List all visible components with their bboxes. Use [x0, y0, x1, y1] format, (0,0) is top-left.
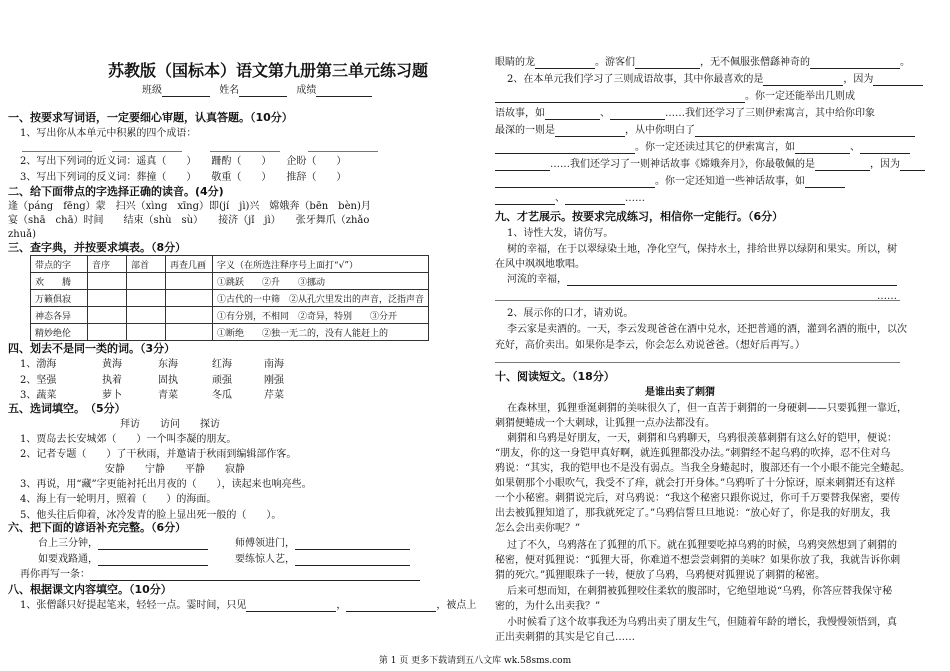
- page-footer: 第 1 页 更多下载请到五八文库 wk.58sms.com: [378, 656, 572, 666]
- name-label: 姓名: [219, 85, 240, 96]
- table-cell-blank[interactable]: [166, 290, 213, 307]
- score-label: 成绩: [296, 85, 317, 96]
- class-label: 班级: [142, 85, 162, 96]
- section-3-heading: 三、查字典，并按要求填表。（8分）: [8, 241, 187, 254]
- story-line: 鸦说：“其实，我的铠甲也不是没有弱点。当我全身蜷起时，腹部还有一个小眼不能完全蜷起。: [495, 463, 911, 474]
- s8-blank[interactable]: [815, 160, 870, 171]
- word-choice[interactable]: 2、坚强: [20, 375, 57, 386]
- s8-continue-9: 、 ……: [495, 192, 645, 205]
- s8-blank[interactable]: [860, 143, 910, 154]
- section-5-heading: 五、选词填空。 （5分）: [8, 402, 126, 415]
- word-choice[interactable]: 黄海: [102, 359, 122, 370]
- table-row: [31, 290, 429, 307]
- s8-continue-1: 眼睛的龙 。游客们 ，无不佩服张僧繇神奇的 。: [495, 57, 910, 68]
- proverb-4: 要练惊人艺，: [235, 553, 410, 566]
- s5-word-group-2: 安静 宁静 平静 寂静: [105, 464, 245, 475]
- word-choice[interactable]: 3、蔬菜: [20, 390, 57, 401]
- s8-continue-8: 。你一定还知道一些神话故事，如: [495, 175, 845, 188]
- table-cell-blank[interactable]: [88, 290, 127, 307]
- story-line: “朋友，你的这一身铠甲真好啊，就连狐狸都没办法。”刺猬经不起乌鸦的吹捧，忍不住对乌: [495, 448, 891, 459]
- story-line: 密的，为什么出卖我？”: [495, 601, 601, 612]
- table-row: [31, 324, 429, 341]
- table-cell-word: 精妙绝伦: [31, 324, 88, 341]
- s8-blank[interactable]: [555, 126, 625, 137]
- story-line: 一个小秘密。刺猬说完后，对乌鸦说：“我这个秘密只跟你说过，你可千万要替我保密，要传: [495, 493, 901, 504]
- page-title: 苏教版（国标本）语文第九册第三单元练习题: [108, 61, 429, 80]
- word-choice[interactable]: 1、渤海: [20, 359, 57, 370]
- proverb-blank[interactable]: [98, 539, 208, 550]
- s8-blank[interactable]: [635, 58, 700, 69]
- story-line: 刺猬和乌鸦是好朋友，一天，刺猬和乌鸦聊天，乌鸦很羡慕刺猬有这么好的铠甲，便说：: [507, 433, 897, 444]
- student-info: [142, 84, 372, 97]
- table-cell-meaning[interactable]: ①跳跃 ②升 ③挪动: [213, 273, 429, 290]
- proverb-1: 台上三分钟，: [38, 537, 208, 550]
- s1-answer-line-1[interactable]: [22, 151, 92, 152]
- story-line: 在森林里，狐狸垂涎刺猬的美味很久了，但一直苦于刺猬的一身硬刺——只要狐狸一靠近，: [507, 403, 907, 414]
- table-cell-word: 欢 腾: [31, 273, 88, 290]
- section-2-heading: 二、给下面带点的字选择正确的读音。(4分): [8, 185, 224, 198]
- s8-blank[interactable]: [495, 160, 550, 171]
- name-field[interactable]: [239, 86, 287, 97]
- s8-blank[interactable]: [795, 143, 850, 154]
- section-10-heading: 十、阅读短文。（18分）: [495, 370, 615, 383]
- s8-blank[interactable]: [495, 92, 745, 103]
- s9-p3: 河流的幸福，: [507, 273, 897, 286]
- table-header: 带点的字: [31, 256, 88, 273]
- word-choice[interactable]: 固执: [158, 375, 178, 386]
- story-line: 出去被狐狸知道了，那我就死定了。”乌鸦信誓旦旦地说：“放心好了，你是我的好朋友，我: [495, 508, 891, 519]
- table-header: 再查几画: [166, 256, 213, 273]
- s8-blank[interactable]: [346, 601, 436, 612]
- s5-q5: 5、他头往后仰着，冰冷发青的脸上显出死一般的（ ）。: [20, 510, 282, 521]
- table-cell-meaning[interactable]: ①古代的一中筛 ②从孔穴里发出的声音，泛指声音: [213, 290, 429, 307]
- table-header-row: [31, 256, 429, 273]
- table-cell-blank[interactable]: [88, 273, 127, 290]
- word-choice[interactable]: 东海: [158, 359, 178, 370]
- word-choice[interactable]: 冬瓜: [212, 390, 232, 401]
- s8-blank[interactable]: [545, 109, 600, 120]
- s8-blank[interactable]: [805, 177, 845, 188]
- s1-answer-line-4[interactable]: [308, 151, 378, 152]
- s8-continue-5: 最深的一则是 ，从中你明白了: [495, 124, 915, 137]
- word-choice[interactable]: 南海: [264, 359, 284, 370]
- s8-q1: 1、张僧繇只好提起笔来，轻轻一点。霎时间，只见 ， ，被点上: [20, 600, 477, 611]
- table-cell-meaning[interactable]: ①断绝 ②独一无二的，没有人能赶上的: [213, 324, 429, 341]
- section-9-heading: 九、才艺展示。按要求完成练习，相信你一定能行。（6分）: [495, 210, 784, 223]
- s8-continue-7: ……我们还学习了一则神话故事《嫦娥奔月》，你最敬佩的是 ，因为: [495, 158, 925, 171]
- s1-q3: 3、写出下列词的反义词：葬撞（ ） 敬重（ ） 推辞（ ）: [20, 172, 347, 183]
- table-cell-blank[interactable]: [127, 324, 166, 341]
- word-choice[interactable]: 执着: [102, 375, 122, 386]
- s1-answer-line-3[interactable]: [210, 151, 280, 152]
- table-cell-blank[interactable]: [88, 307, 127, 324]
- word-choice[interactable]: 芹菜: [264, 390, 284, 401]
- table-header: 部首: [127, 256, 166, 273]
- story-line: 过了不久，乌鸦落在了狐狸的爪下。就在狐狸要吃掉乌鸦的时候，乌鸦突然想到了刺猬的: [507, 540, 897, 551]
- s8-blank[interactable]: [495, 143, 635, 154]
- s8-blank[interactable]: [246, 601, 336, 612]
- s9-ellipsis: ……: [877, 291, 897, 302]
- s1-q2: 2、写出下列词的近义词：遥真（ ） 跚酌（ ） 企盼（ ）: [20, 156, 347, 167]
- s9-p1: 树的幸福，在于以翠绿染土地，净化空气，保持水土，排给世界以绿阴和果实。所以，树: [507, 244, 897, 255]
- dictionary-table: [30, 255, 429, 341]
- s9-p5: 充好，高价卖出。如果你是李云，你会怎么劝说爸爸。（想好后再写。）: [495, 340, 805, 351]
- story-line: 后来可想而知，在刺猬被狐狸咬住柔软的腹部时，它绝望地说“乌鸦，你答应替我保守秘: [507, 586, 893, 597]
- s9-p4: 李云家是卖酒的。一天，李云发现爸爸在酒中兑水，还把普通的酒，灌到名酒的瓶中，以次: [507, 324, 907, 335]
- word-choice[interactable]: 顽强: [212, 375, 232, 386]
- section-1-heading: 一、按要求写词语，一定要细心审题，认真答题。（10分）: [8, 111, 293, 124]
- s8-continue-2: 2、在本单元我们学习了三则成语故事，其中你最喜欢的是 ，因为: [507, 73, 923, 86]
- proverb-blank[interactable]: [90, 570, 420, 581]
- proverb-3: 如要戏路通，: [38, 553, 208, 566]
- s9-answer-line[interactable]: [495, 362, 900, 363]
- story-line: 刺猬便蜷成一个大刺球，让狐狸一点办法都没有。: [495, 418, 715, 429]
- section-6-heading: 六、把下面的谚语补充完整。（6分）: [8, 521, 187, 534]
- table-row: [31, 273, 429, 290]
- section-4-heading: 四、划去不是同一类的词。（3分）: [8, 342, 176, 355]
- story-line: 怎么会出卖你呢？”: [495, 523, 581, 534]
- s8-blank[interactable]: [535, 58, 595, 69]
- word-choice[interactable]: 萝卜: [102, 390, 122, 401]
- s8-blank[interactable]: [495, 194, 555, 205]
- s8-blank[interactable]: [695, 126, 915, 137]
- table-cell-blank[interactable]: [127, 273, 166, 290]
- story-line: 正出卖刺猬的其实是它自己……: [495, 632, 635, 643]
- s8-blank[interactable]: [565, 194, 625, 205]
- story-line: 如果朝那个小眼吹气，我受不了痒，就会打开身体。”乌鸦听了十分惊讶，原来刺猬还有这样: [495, 478, 896, 489]
- word-choice[interactable]: 红海: [212, 359, 232, 370]
- s5-q1: 1、贾岛去长安城郊（ ）一个叫李凝的朋友。: [20, 434, 237, 445]
- word-choice[interactable]: 青菜: [158, 390, 178, 401]
- story-line: 秘密，便对狐狸说：“狐狸大哥，你难道不想尝尝刺猬的美味？如果你放了我，我就告诉你刺: [495, 555, 901, 566]
- s8-blank[interactable]: [495, 177, 655, 188]
- s8-blank[interactable]: [900, 160, 925, 171]
- s5-word-group-1: 拜访 访问 探访: [120, 419, 220, 430]
- proverb-extra: 再你再写一条：: [20, 568, 420, 581]
- s2-line-3: zhuǎ): [8, 229, 37, 240]
- table-cell-word: 神态各异: [31, 307, 88, 324]
- s2-line-1: 逢（páng fēng）蒙 扫兴（xìng xīng）即(jí jì)兴 嫦娥奔（bēn bèn)月: [8, 201, 371, 212]
- proverb-2: 师傅领进门，: [235, 537, 410, 550]
- table-cell-word: 万籁俱寂: [31, 290, 88, 307]
- section-8-heading: 八、根据课文内容填空。（10分）: [8, 583, 172, 596]
- story-line: 猬的死穴。”狐狸眼珠子一转，便放了乌鸦，乌鸦便对狐狸说了刺猬的秘密。: [495, 570, 826, 581]
- s5-q4: 4、海上有一轮明月，照着（ ）的海面。: [20, 494, 217, 505]
- s8-blank[interactable]: [810, 58, 900, 69]
- table-cell-blank[interactable]: [88, 324, 127, 341]
- s9-blank[interactable]: [567, 275, 897, 286]
- proverb-blank[interactable]: [295, 539, 410, 550]
- score-field[interactable]: [316, 86, 372, 97]
- s8-blank[interactable]: [873, 75, 923, 86]
- s9-q1: 1、诗性大发，请仿写。: [507, 228, 614, 239]
- table-cell-blank[interactable]: [166, 273, 213, 290]
- s8-blank[interactable]: [763, 75, 843, 86]
- s5-q3: 3、再说，用“藏”字更能衬托出月夜的（ ），读起来也响亮些。: [20, 479, 312, 490]
- s8-continue-4: 语故事，如 、 ……我们还学习了三则伊索寓言，其中给你印象: [495, 108, 875, 119]
- table-cell-meaning[interactable]: ①有分别，不相同 ②奇异，特别 ③分开: [213, 307, 429, 324]
- table-cell-blank[interactable]: [166, 324, 213, 341]
- s9-answer-line[interactable]: [495, 300, 900, 301]
- s9-p2: 在风中飒飒地歌唱。: [495, 259, 585, 270]
- proverb-blank[interactable]: [295, 555, 410, 566]
- s1-answer-line-2[interactable]: [112, 151, 182, 152]
- s5-q2: 2、记者专题（ ）了干秋雨，并邀请于秋雨到编辑部作客。: [20, 449, 297, 460]
- story-line: 小时候看了这个故事我还为乌鸦出卖了朋友生气，但随着年龄的增长，我慢慢领悟到，真: [507, 617, 897, 628]
- s9-q2: 2、展示你的口才，请劝说。: [507, 308, 634, 319]
- s2-line-2: 宴（shā chā）时间 结束（shù sù） 接济（jǐ jì） 张牙舞爪（zhǎo: [8, 215, 370, 226]
- proverb-blank[interactable]: [98, 555, 208, 566]
- table-header: 音序: [88, 256, 127, 273]
- table-cell-blank[interactable]: [127, 290, 166, 307]
- table-cell-blank[interactable]: [166, 307, 213, 324]
- table-row: [31, 307, 429, 324]
- s8-blank[interactable]: [610, 109, 665, 120]
- s8-continue-3: 。你一定还能举出几则成: [495, 90, 855, 103]
- story-title: 是谁出卖了刺猬: [645, 387, 715, 398]
- s8-continue-6: 。你一定还读过其它的伊索寓言，如 、: [495, 141, 910, 154]
- table-header: 字义（在所选注释序号上面打“√”）: [213, 256, 429, 273]
- table-cell-blank[interactable]: [127, 307, 166, 324]
- word-choice[interactable]: 刚强: [264, 375, 284, 386]
- class-field[interactable]: [162, 86, 210, 97]
- s1-q1: 1、写出你从本单元中积累的四个成语：: [20, 128, 197, 139]
